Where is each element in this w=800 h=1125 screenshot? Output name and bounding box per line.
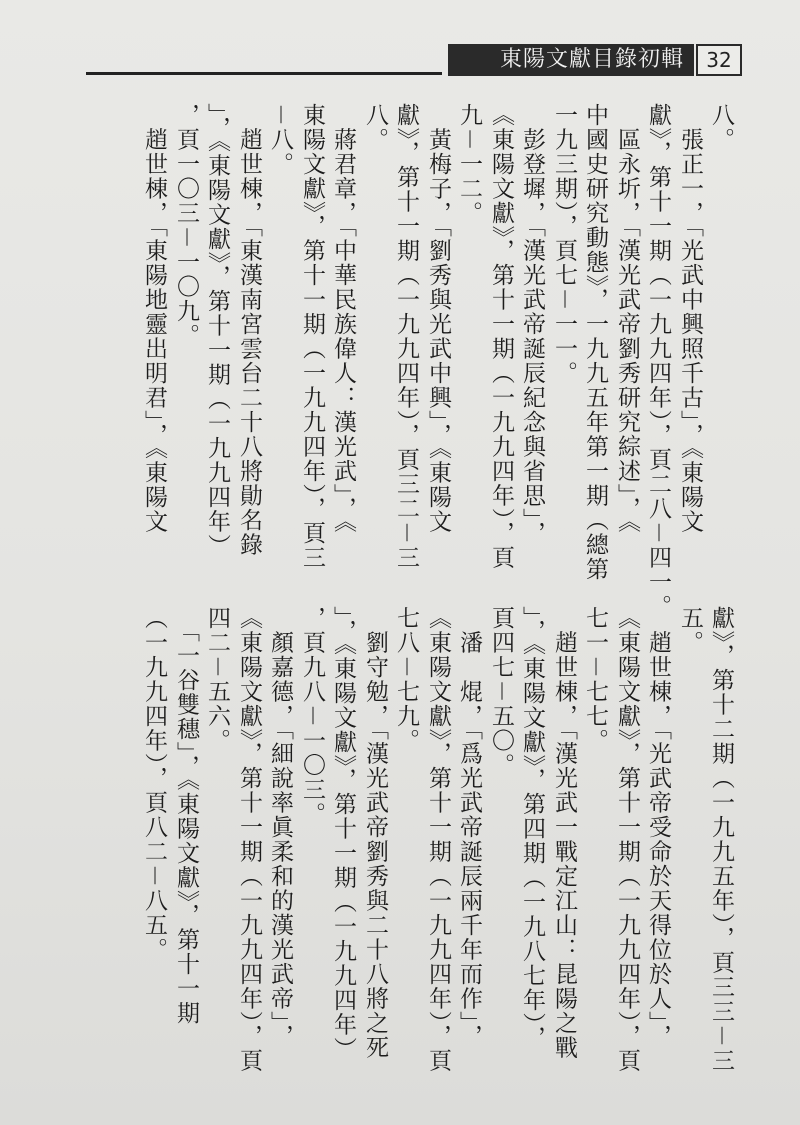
lower-text-column: 五。 <box>677 606 703 655</box>
upper-text-column: 趙世棟，「東漢南宮雲台二十八將勛名錄 <box>236 103 262 557</box>
upper-text-column: 」，《東陽文獻》，第十一期（一九九四年） <box>204 103 230 559</box>
lower-text-column: 趙世棟，「光武帝受命於天得位於人」， <box>645 606 671 1049</box>
lower-text-column: ，頁九八－一〇三。 <box>299 606 325 827</box>
lower-text-column: 《東陽文獻》，第十一期（一九九四年），頁 <box>236 606 262 1073</box>
lower-text-column: 」，《東陽文獻》，第十一期（一九九四年） <box>330 606 356 1062</box>
lower-text-column: 「一谷雙穗」，《東陽文獻》，第十一期 <box>173 606 199 1026</box>
upper-text-column: 東陽文獻》，第十一期（一九九四年），頁三 <box>299 103 325 570</box>
lower-text-column: 《東陽文獻》，第十一期（一九九四年），頁 <box>614 606 640 1073</box>
upper-text-column: 獻》，第十一期（一九九四年），頁二八－四一。 <box>645 103 671 619</box>
running-header-title: 東陽文獻目錄初輯 <box>448 44 694 76</box>
lower-text-column: 七一－七七。 <box>582 606 608 753</box>
upper-text-column: 中國史研究動態》，一九九五年第一期（總第 <box>582 103 608 582</box>
upper-text-column: 趙世棟，「東陽地靈出明君」，《東陽文 <box>141 103 167 534</box>
lower-text-column: 頁四七－五〇。 <box>488 606 514 778</box>
lower-text-column: 潘 焜，「爲光武帝誕辰兩千年而作」， <box>456 606 482 1049</box>
page-number: 32 <box>696 44 742 76</box>
upper-text-column: 蔣君章，「中華民族偉人：漢光武」，《 <box>330 103 356 534</box>
upper-text-column: 區永圻，「漢光武帝劉秀研究綜述」，《 <box>614 103 640 534</box>
lower-text-column: 顏嘉德，「細說率眞柔和的漢光武帝」， <box>267 606 293 1049</box>
upper-text-column: 黃梅子，「劉秀與光武中興」，《東陽文 <box>425 103 451 534</box>
lower-text-column: （一九九四年），頁八二－八五。 <box>141 606 167 962</box>
upper-text-column: 一九三期），頁七－一一。 <box>551 103 577 386</box>
upper-text-column: 彭登墀，「漢光武帝誕辰紀念與省思」， <box>519 103 545 546</box>
upper-text-column: 獻》，第十一期（一九九四年），頁三二－三 <box>393 103 419 570</box>
upper-text-column: 《東陽文獻》，第十一期（一九九四年），頁 <box>488 103 514 570</box>
lower-text-column: 四二－五六。 <box>204 606 230 753</box>
lower-text-column: 《東陽文獻》，第十一期（一九九四年），頁 <box>425 606 451 1073</box>
upper-text-column: 八。 <box>362 103 388 152</box>
upper-text-column: 張正一，「光武中興照千古」，《東陽文 <box>677 103 703 534</box>
upper-text-column: 八。 <box>708 103 734 152</box>
lower-text-column: 七八－七九。 <box>393 606 419 753</box>
lower-text-column: 獻》，第十二期（一九九五年），頁三三－三 <box>708 606 734 1073</box>
lower-text-column: 劉守勉，「漢光武帝劉秀與二十八將之死 <box>362 606 388 1060</box>
upper-text-column: －八。 <box>267 103 293 177</box>
header-rule <box>86 72 442 75</box>
upper-text-column: ，頁一〇三－一〇九。 <box>173 103 199 348</box>
upper-text-column: 九－一二。 <box>456 103 482 226</box>
lower-text-column: 」，《東陽文獻》，第四期（一九八七年）， <box>519 606 545 1050</box>
lower-text-column: 趙世棟，「漢光武一戰定江山：昆陽之戰 <box>551 606 577 1060</box>
